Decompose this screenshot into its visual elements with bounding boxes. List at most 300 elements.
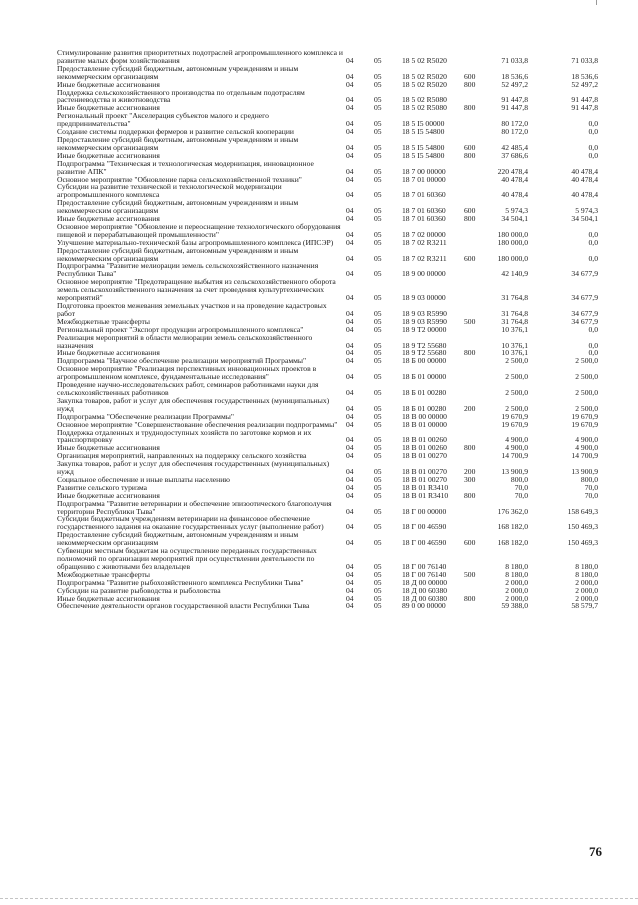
target-article-code: 18 7 00 00000: [402, 166, 446, 176]
row-title: Обеспечение деятельности органов государственной власти Республики Тыва: [57, 601, 310, 611]
expense-type-code: 600: [464, 206, 476, 216]
target-article-code: 89 0 00 00000: [402, 601, 446, 611]
amount-year-1: 180 000,0: [497, 237, 528, 247]
section-code: 04: [346, 150, 354, 160]
subsection-code: 05: [374, 601, 382, 611]
row-title: Развитие сельского туризма: [57, 482, 147, 492]
amount-year-1: 176 362,0: [497, 506, 528, 516]
row-title: Проведение научно-исследовательских работ, семинаров работниками науки для сельскохозяйственных работников: [57, 380, 319, 397]
row-title: Закупка товаров, работ и услуг для обеспечения государственных (муниципальных) нужд: [57, 395, 330, 413]
section-code: 04: [346, 561, 354, 571]
row-title: Иные бюджетные ассигнования: [57, 150, 160, 160]
section-code: 04: [346, 142, 354, 152]
section-code: 04: [346, 506, 354, 516]
table-row: [0, 547, 638, 571]
section-code: 04: [346, 585, 354, 595]
target-article-code: 18 В 01 00000: [402, 419, 447, 429]
expense-type-code: 800: [464, 79, 476, 89]
amount-year-1: 31 764,8: [501, 293, 528, 303]
subsection-code: 05: [374, 174, 382, 184]
amount-year-1: 31 764,8: [501, 308, 528, 318]
amount-year-1: 19 670,9: [501, 411, 528, 421]
section-code: 04: [346, 190, 354, 200]
amount-year-2: 0,0: [588, 127, 598, 137]
expense-type-code: 600: [464, 71, 476, 81]
row-title: Субсидии на развитие технической и технологической модернизации агропромышленного комплекса: [57, 182, 282, 200]
section-code: 04: [346, 522, 354, 532]
target-article-code: 18 Б 00 00000: [402, 356, 447, 366]
target-article-code: 18 9 00 00000: [402, 269, 446, 279]
row-title: Подпрограмма "Развитие рыбохозяйственного комплекса Республики Тыва": [57, 577, 304, 587]
amount-year-1: 40 478,4: [501, 190, 528, 200]
row-title: Предоставление субсидий бюджетным, автономным учреждениям и иным некоммерческим организациям: [57, 530, 299, 548]
section-code: 04: [346, 293, 354, 303]
section-code: 04: [346, 71, 354, 81]
amount-year-2: 0,0: [588, 150, 598, 160]
subsection-code: 05: [374, 166, 382, 176]
subsection-code: 05: [374, 142, 382, 152]
subsection-code: 05: [374, 506, 382, 516]
section-code: 04: [346, 467, 354, 477]
section-code: 04: [346, 356, 354, 366]
subsection-code: 05: [374, 443, 382, 453]
table-row: [0, 278, 638, 302]
amount-year-1: 10 376,1: [501, 340, 528, 350]
expense-type-code: 600: [464, 253, 476, 263]
row-title: Межбюджетные трансферты: [57, 316, 150, 326]
subsection-code: 05: [374, 269, 382, 279]
amount-year-1: 2 000,0: [505, 577, 528, 587]
section-code: 04: [346, 538, 354, 548]
target-article-code: 18 7 02 R3211: [402, 237, 447, 247]
expense-type-code: 200: [464, 403, 476, 413]
amount-year-2: 70,0: [584, 482, 598, 492]
subsection-code: 05: [374, 387, 382, 397]
expense-type-code: 300: [464, 474, 476, 484]
amount-year-1: 70,0: [514, 482, 528, 492]
subsection-code: 05: [374, 237, 382, 247]
amount-year-2: 91 447,8: [571, 95, 598, 105]
amount-year-2: 91 447,8: [571, 103, 598, 113]
target-article-code: 18 В 01 00260: [402, 435, 447, 445]
target-article-code: 18 7 01 60360: [402, 214, 446, 224]
target-article-code: 18 В 00 00000: [402, 411, 447, 421]
table-row: [0, 183, 638, 199]
table-row: [0, 302, 638, 318]
subsection-code: 05: [374, 127, 382, 137]
table-row: [0, 89, 638, 105]
amount-year-2: 0,0: [588, 253, 598, 263]
table-row: [0, 223, 638, 239]
expense-type-code: 800: [464, 443, 476, 453]
target-article-code: 18 Б 01 00280: [402, 403, 447, 413]
row-title: Иные бюджетные ассигнования: [57, 79, 160, 89]
row-title: Организация мероприятий, направленных на поддержку сельского хозяйства: [57, 451, 307, 461]
subsection-code: 05: [374, 229, 382, 239]
table-row: [0, 460, 638, 476]
amount-year-2: 52 497,2: [571, 79, 598, 89]
row-title: Реализация мероприятий в области мелиорации земель сельскохозяйственного назначения: [57, 332, 313, 350]
section-code: 04: [346, 166, 354, 176]
subsection-code: 05: [374, 482, 382, 492]
amount-year-1: 2 000,0: [505, 585, 528, 595]
subsection-code: 05: [374, 538, 382, 548]
subsection-code: 05: [374, 79, 382, 89]
table-row: [0, 160, 638, 176]
section-code: 04: [346, 119, 354, 129]
amount-year-2: 0,0: [588, 119, 598, 129]
row-title: Улучшение материально-технической базы агропромышленного комплекса (ИПСЭР): [57, 237, 334, 247]
target-article-code: 18 7 01 00000: [402, 174, 446, 184]
amount-year-2: 19 670,9: [571, 411, 598, 421]
row-title: Иные бюджетные ассигнования: [57, 348, 160, 358]
amount-year-2: 40 478,4: [571, 174, 598, 184]
section-code: 04: [346, 348, 354, 358]
amount-year-2: 14 700,9: [571, 451, 598, 461]
section-code: 04: [346, 403, 354, 413]
section-code: 04: [346, 127, 354, 137]
row-title: Субсидии бюджетным учреждениям ветеринарии на финансовое обеспечение государственного задания на оказание государственных услуг (выполнение работ): [57, 514, 324, 532]
subsection-code: 05: [374, 585, 382, 595]
amount-year-1: 800,0: [510, 474, 528, 484]
row-title: Подпрограмма "Обеспечение реализации Программы": [57, 411, 234, 421]
section-code: 04: [346, 340, 354, 350]
amount-year-1: 34 504,1: [501, 214, 528, 224]
target-article-code: 18 9 T2 55680: [402, 348, 447, 358]
subsection-code: 05: [374, 569, 382, 579]
section-code: 04: [346, 308, 354, 318]
amount-year-2: 2 500,0: [575, 387, 598, 397]
subsection-code: 05: [374, 316, 382, 326]
subsection-code: 05: [374, 253, 382, 263]
amount-year-1: 180 000,0: [497, 253, 528, 263]
amount-year-1: 4 900,0: [505, 435, 528, 445]
budget-table: [0, 49, 638, 610]
subsection-code: 05: [374, 490, 382, 500]
amount-year-1: 91 447,8: [501, 95, 528, 105]
amount-year-2: 0,0: [588, 142, 598, 152]
section-code: 04: [346, 569, 354, 579]
amount-year-1: 13 900,9: [501, 467, 528, 477]
table-row: [0, 602, 638, 610]
amount-year-1: 2 500,0: [505, 403, 528, 413]
row-title: Иные бюджетные ассигнования: [57, 443, 160, 453]
amount-year-2: 19 670,9: [571, 419, 598, 429]
target-article-code: 18 5 02 R5080: [402, 95, 447, 105]
row-title: Субвенции местным бюджетам на осуществление переданных государственных полномочий по организации мероприятий при осуществлении деятельности по обращению с животными без владельцев: [57, 546, 317, 571]
amount-year-1: 14 700,9: [501, 451, 528, 461]
amount-year-1: 91 447,8: [501, 103, 528, 113]
target-article-code: 18 Б 01 00280: [402, 387, 447, 397]
subsection-code: 05: [374, 411, 382, 421]
subsection-code: 05: [374, 55, 382, 65]
row-title: Межбюджетные трансферты: [57, 569, 150, 579]
amount-year-2: 0,0: [588, 237, 598, 247]
section-code: 04: [346, 601, 354, 611]
amount-year-2: 13 900,9: [571, 467, 598, 477]
table-row: [0, 112, 638, 128]
amount-year-2: 18 536,6: [571, 71, 598, 81]
expense-type-code: 800: [464, 348, 476, 358]
subsection-code: 05: [374, 435, 382, 445]
subsection-code: 05: [374, 474, 382, 484]
amount-year-2: 40 478,4: [571, 190, 598, 200]
amount-year-2: 4 900,0: [575, 435, 598, 445]
row-title: Поддержка сельскохозяйственного производства по отдельным подотраслям растениеводства и животноводства: [57, 87, 305, 105]
row-title: Субсидии на развитие рыбоводства и рыболовства: [57, 585, 221, 595]
subsection-code: 05: [374, 71, 382, 81]
section-code: 04: [346, 229, 354, 239]
amount-year-2: 2 000,0: [575, 577, 598, 587]
amount-year-2: 5 974,3: [575, 206, 598, 216]
expense-type-code: 800: [464, 214, 476, 224]
target-article-code: 18 5 02 R5080: [402, 103, 447, 113]
subsection-code: 05: [374, 419, 382, 429]
table-row: [0, 381, 638, 397]
subsection-code: 05: [374, 561, 382, 571]
table-row: [0, 500, 638, 516]
table-row: [0, 334, 638, 350]
target-article-code: 18 Г 00 76140: [402, 561, 447, 571]
section-code: 04: [346, 593, 354, 603]
section-code: 04: [346, 95, 354, 105]
subsection-code: 05: [374, 451, 382, 461]
subsection-code: 05: [374, 403, 382, 413]
amount-year-2: 0,0: [588, 324, 598, 334]
amount-year-1: 2 000,0: [505, 593, 528, 603]
row-title: Основное мероприятие "Предотвращение выбытия из сельскохозяйственного оборота земель сельскохозяйственного назначения за счет проведения культуртехнических мероприятий": [57, 277, 336, 303]
amount-year-2: 34 677,9: [571, 293, 598, 303]
amount-year-1: 80 172,0: [501, 119, 528, 129]
target-article-code: 18 5 I5 54800: [402, 150, 445, 160]
amount-year-1: 4 900,0: [505, 443, 528, 453]
amount-year-1: 220 478,4: [497, 166, 528, 176]
target-article-code: 18 5 02 R5020: [402, 71, 447, 81]
subsection-code: 05: [374, 190, 382, 200]
amount-year-2: 8 180,0: [575, 561, 598, 571]
section-code: 04: [346, 324, 354, 334]
amount-year-2: 2 000,0: [575, 593, 598, 603]
amount-year-2: 71 033,8: [571, 55, 598, 65]
target-article-code: 18 Д 00 60380: [402, 585, 448, 595]
section-code: 04: [346, 214, 354, 224]
target-article-code: 18 9 T2 00000: [402, 324, 447, 334]
target-article-code: 18 7 02 R3211: [402, 253, 447, 263]
row-title: Предоставление субсидий бюджетным, автономным учреждениям и иным некоммерческим организациям: [57, 63, 299, 81]
expense-type-code: 600: [464, 142, 476, 152]
target-article-code: 18 В 01 00270: [402, 451, 447, 461]
amount-year-1: 59 388,0: [501, 601, 528, 611]
target-article-code: 18 Г 00 46590: [402, 522, 447, 532]
target-article-code: 18 5 02 R5020: [402, 79, 447, 89]
target-article-code: 18 9 03 00000: [402, 293, 446, 303]
table-row: [0, 247, 638, 263]
amount-year-1: 42 485,4: [501, 142, 528, 152]
row-title: Стимулирование развития приоритетных подотраслей агропромышленного комплекса и развитие малых форм хозяйствования: [57, 48, 343, 65]
section-code: 04: [346, 490, 354, 500]
target-article-code: 18 В 01 R3410: [402, 482, 449, 492]
subsection-code: 05: [374, 119, 382, 129]
target-article-code: 18 5 I5 54800: [402, 127, 445, 137]
row-title: Региональный проект "Акселерация субъектов малого и среднего предпринимательства": [57, 111, 269, 129]
row-title: Социальное обеспечение и иные выплаты населению: [57, 474, 230, 484]
amount-year-1: 71 033,8: [501, 55, 528, 65]
table-row: [0, 429, 638, 445]
subsection-code: 05: [374, 356, 382, 366]
target-article-code: 18 Д 00 00000: [402, 577, 448, 587]
amount-year-1: 5 974,3: [505, 206, 528, 216]
row-title: Иные бюджетные ассигнования: [57, 214, 160, 224]
subsection-code: 05: [374, 593, 382, 603]
subsection-code: 05: [374, 348, 382, 358]
amount-year-2: 0,0: [588, 348, 598, 358]
section-code: 04: [346, 419, 354, 429]
page-number: 76: [589, 844, 602, 859]
subsection-code: 05: [374, 308, 382, 318]
target-article-code: 18 5 I5 54800: [402, 142, 445, 152]
amount-year-1: 18 536,6: [501, 71, 528, 81]
target-article-code: 18 В 01 00260: [402, 443, 447, 453]
amount-year-2: 34 677,9: [571, 308, 598, 318]
scan-artifact-mark: [596, 0, 597, 5]
amount-year-2: 0,0: [588, 340, 598, 350]
section-code: 04: [346, 411, 354, 421]
expense-type-code: 600: [464, 538, 476, 548]
amount-year-1: 40 478,4: [501, 174, 528, 184]
row-title: Создание системы поддержки фермеров и развитие сельской кооперации: [57, 127, 294, 137]
target-article-code: 18 В 01 R3410: [402, 490, 449, 500]
table-row: [0, 397, 638, 413]
amount-year-2: 2 500,0: [575, 356, 598, 366]
amount-year-2: 0,0: [588, 229, 598, 239]
amount-year-1: 2 500,0: [505, 356, 528, 366]
amount-year-1: 10 376,1: [501, 324, 528, 334]
amount-year-1: 8 180,0: [505, 569, 528, 579]
amount-year-1: 2 500,0: [505, 372, 528, 382]
amount-year-1: 80 172,0: [501, 127, 528, 137]
target-article-code: 18 9 T2 55680: [402, 340, 447, 350]
amount-year-2: 150 469,3: [567, 538, 598, 548]
target-article-code: 18 7 02 00000: [402, 229, 446, 239]
section-code: 04: [346, 103, 354, 113]
amount-year-2: 158 649,3: [567, 506, 598, 516]
target-article-code: 18 Б 01 00000: [402, 372, 447, 382]
row-title: Основное мероприятие "Реализация перспективных инновационных проектов в агропромышленном комплексе, фундаментальные исследования": [57, 364, 317, 382]
bottom-scan-edge: [0, 898, 638, 899]
subsection-code: 05: [374, 293, 382, 303]
amount-year-1: 42 140,9: [501, 269, 528, 279]
amount-year-2: 2 500,0: [575, 403, 598, 413]
expense-type-code: 800: [464, 490, 476, 500]
expense-type-code: 500: [464, 316, 476, 326]
expense-type-code: 800: [464, 103, 476, 113]
target-article-code: 18 9 03 R5990: [402, 308, 447, 318]
section-code: 04: [346, 451, 354, 461]
target-article-code: 18 Г 00 46590: [402, 538, 447, 548]
row-title: Основное мероприятие "Обновление и переоснащение технологического оборудования пищевой и перерабатывающей промышленности": [57, 221, 341, 239]
amount-year-2: 40 478,4: [571, 166, 598, 176]
row-title: Подпрограмма "Техническая и технологическая модернизация, инновационное развитие АПК": [57, 158, 314, 176]
section-code: 04: [346, 435, 354, 445]
amount-year-1: 70,0: [514, 490, 528, 500]
row-title: Предоставление субсидий бюджетным, автономным учреждениям и иным некоммерческим организациям: [57, 134, 299, 152]
table-row: [0, 515, 638, 531]
target-article-code: 18 Г 00 00000: [402, 506, 447, 516]
section-code: 04: [346, 206, 354, 216]
row-title: Поддержка отдаленных и труднодоступных хозяйств по заготовке кормов и их транспортировку: [57, 427, 312, 445]
amount-year-2: 4 900,0: [575, 443, 598, 453]
section-code: 04: [346, 577, 354, 587]
amount-year-1: 37 686,6: [501, 150, 528, 160]
row-title: Подпрограмма "Научное обеспечение реализации мероприятий Программы": [57, 356, 307, 366]
section-code: 04: [346, 316, 354, 326]
amount-year-1: 168 182,0: [497, 522, 528, 532]
target-article-code: 18 5 I5 00000: [402, 119, 445, 129]
table-row: [0, 199, 638, 215]
subsection-code: 05: [374, 324, 382, 334]
expense-type-code: 800: [464, 593, 476, 603]
row-title: Подпрограмма "Развитие мелиорации земель сельскохозяйственного назначения Республики Тыва": [57, 261, 319, 279]
row-title: Основное мероприятие "Обновление парка сельскохозяйственной техники": [57, 174, 302, 184]
row-title: Основное мероприятие "Совершенствование обеспечения реализации подпрограммы": [57, 419, 338, 429]
expense-type-code: 200: [464, 467, 476, 477]
row-title: Предоставление субсидий бюджетным, автономным учреждениям и иным некоммерческим организациям: [57, 245, 299, 263]
subsection-code: 05: [374, 150, 382, 160]
amount-year-2: 34 677,9: [571, 316, 598, 326]
target-article-code: 18 7 01 60360: [402, 190, 446, 200]
subsection-code: 05: [374, 372, 382, 382]
section-code: 04: [346, 269, 354, 279]
amount-year-1: 2 500,0: [505, 387, 528, 397]
section-code: 04: [346, 174, 354, 184]
amount-year-2: 34 504,1: [571, 214, 598, 224]
row-title: Иные бюджетные ассигнования: [57, 593, 160, 603]
row-title: Региональный проект "Экспорт продукции агропромышленного комплекса": [57, 324, 304, 334]
subsection-code: 05: [374, 340, 382, 350]
table-row: [0, 49, 638, 65]
target-article-code: 18 7 01 60360: [402, 206, 446, 216]
amount-year-2: 2 000,0: [575, 585, 598, 595]
target-article-code: 18 Г 00 76140: [402, 569, 447, 579]
section-code: 04: [346, 482, 354, 492]
row-title: Предоставление субсидий бюджетным, автономным учреждениям и иным некоммерческим организациям: [57, 198, 299, 216]
amount-year-1: 180 000,0: [497, 229, 528, 239]
target-article-code: 18 В 01 00270: [402, 474, 447, 484]
section-code: 04: [346, 79, 354, 89]
amount-year-1: 168 182,0: [497, 538, 528, 548]
row-title: Закупка товаров, работ и услуг для обеспечения государственных (муниципальных) нужд: [57, 459, 330, 477]
expense-type-code: 500: [464, 569, 476, 579]
section-code: 04: [346, 55, 354, 65]
amount-year-2: 800,0: [580, 474, 598, 484]
section-code: 04: [346, 474, 354, 484]
row-title: Подпрограмма "Развитие ветеринарии и обеспечение эпизоотического благополучия территории Республики Тыва": [57, 498, 332, 516]
amount-year-2: 34 677,9: [571, 269, 598, 279]
section-code: 04: [346, 372, 354, 382]
amount-year-2: 150 469,3: [567, 522, 598, 532]
row-title: Подготовка проектов межевания земельных участков и на проведение кадастровых работ: [57, 301, 327, 318]
table-row: [0, 136, 638, 152]
amount-year-2: 70,0: [584, 490, 598, 500]
table-row: [0, 262, 638, 278]
row-title: Иные бюджетные ассигнования: [57, 490, 160, 500]
section-code: 04: [346, 387, 354, 397]
amount-year-1: 8 180,0: [505, 561, 528, 571]
subsection-code: 05: [374, 467, 382, 477]
subsection-code: 05: [374, 206, 382, 216]
amount-year-2: 8 180,0: [575, 569, 598, 579]
table-row: [0, 365, 638, 381]
